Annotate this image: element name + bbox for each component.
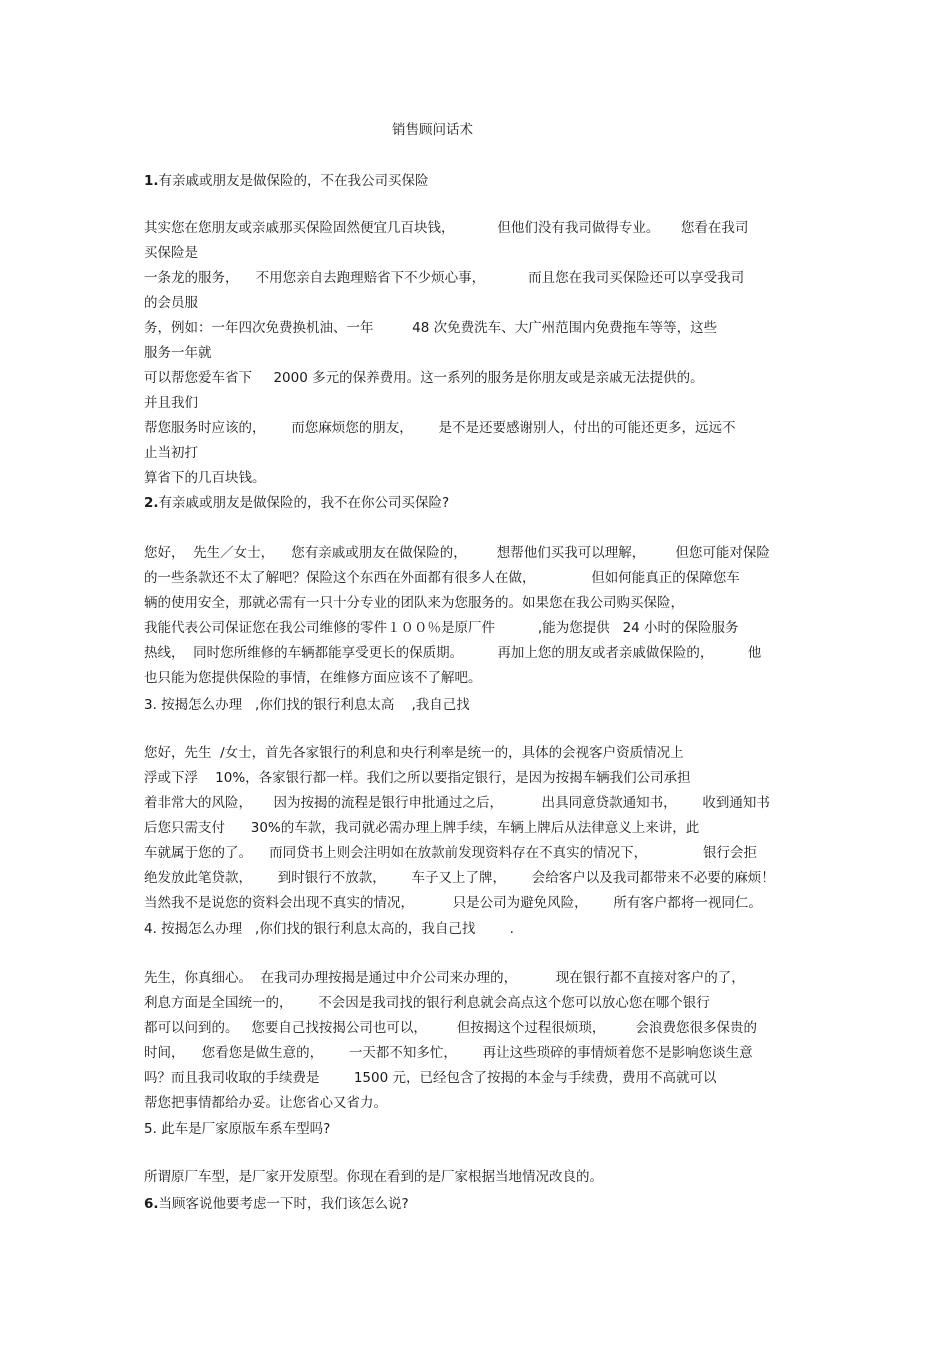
paragraph-line: 着非常大的风险， 因为按揭的流程是银行申批通过之后， 出具同意贷款通知书， 收到通知书: [144, 795, 770, 811]
paragraph-line: 帮您把事情都给办妥。让您省心又省力。: [144, 1095, 387, 1111]
paragraph-line: 辆的使用安全，那就必需有一只十分专业的团队来为您服务的。如果您在我公司购买保险，: [144, 595, 684, 611]
paragraph-line: 的一些条款还不太了解吧？保险这个东西在外面都有很多人在做， 但如何能真正的保障您车: [144, 570, 740, 586]
paragraph-line: 您好，先生 /女士，首先各家银行的利息和央行利率是统一的，具体的会视客户资质情况上: [144, 745, 684, 761]
paragraph-line: 一条龙的服务， 不用您亲自去跑理赔省下不少烦心事， 而且您在我司买保险还可以享受我司: [144, 270, 745, 286]
paragraph-line: 浮或下浮 10%，各家银行都一样。我们之所以要指定银行，是因为按揭车辆我们公司承担: [144, 770, 691, 786]
question-3: [144, 696, 470, 714]
paragraph-line: 车就属于您的了。 而同贷书上则会注明如在放款前发现资料存在不真实的情况下， 银行会拒: [144, 845, 757, 861]
question-text: 当顾客说他要考虑一下时，我们该怎么说?: [158, 1196, 409, 1212]
paragraph-line: 可以帮您爱车省下 2000 多元的保养费用。这一系列的服务是你朋友或是亲戚无法提供的。: [144, 370, 704, 386]
paragraph-line: 您好， 先生／女士， 您有亲戚或朋友在做保险的， 想帮他们买我可以理解， 但您可能对保险: [144, 545, 770, 561]
paragraph-line: 买保险是: [144, 245, 198, 261]
paragraph-line: 时间， 您看您是做生意的， 一天都不知多忙， 再让这些琐碎的事情烦着您不是影响您谈生意: [144, 1045, 753, 1061]
paragraph-line: 服务一年就: [144, 345, 212, 361]
paragraph-line: 务，例如：一年四次免费换机油、一年 48 次免费洗车、大广州范围内免费拖车等等，这些: [144, 320, 718, 336]
paragraph-line: 并且我们: [144, 395, 198, 411]
question-2: [144, 494, 449, 512]
paragraph-line: 也只能为您提供保险的事情，在维修方面应该不了解吧。: [144, 670, 482, 686]
question-number: 3.: [144, 697, 157, 713]
question-1: [144, 172, 429, 190]
paragraph-line: 当然我不是说您的资料会出现不真实的情况， 只是公司为避免风险， 所有客户都将一视同仁。: [144, 895, 762, 911]
paragraph-line: 都可以问到的。 您要自己找按揭公司也可以， 但按揭这个过程很烦琐， 会浪费您很多保贵的: [144, 1020, 757, 1036]
paragraph-line: 其实您在您朋友或亲戚那买保险固然便宜几百块钱， 但他们没有我司做得专业。 您看在我司: [144, 220, 749, 236]
question-text: 此车是厂家原版车系车型吗?: [156, 1121, 331, 1137]
paragraph-line: 的会员服: [144, 295, 198, 311]
paragraph-line: 帮您服务时应该的， 而您麻烦您的朋友， 是不是还要感谢别人，付出的可能还更多，远远不: [144, 420, 736, 436]
paragraph-line: 热线， 同时您所维修的车辆都能享受更长的保质期。 再加上您的朋友或者亲戚做保险的， 他: [144, 645, 762, 661]
question-number: 4.: [144, 921, 157, 937]
paragraph-line: 先生，你真细心。 在我司办理按揭是通过中介公司来办理的， 现在银行都不直接对客户的了，: [144, 970, 745, 986]
paragraph-line: 止当初打: [144, 445, 198, 461]
paragraph-line: 绝发放此笔贷款， 到时银行不放款， 车子又上了牌， 会给客户以及我司都带来不必要的麻烦！: [144, 870, 775, 886]
paragraph-line: 利息方面是全国统一的， 不会因是我司找的银行利息就会高点这个您可以放心您在哪个银行: [144, 995, 710, 1011]
question-text: 有亲戚或朋友是做保险的，我不在你公司买保险?: [158, 495, 450, 511]
question-4: [144, 920, 514, 938]
question-5: [144, 1120, 330, 1138]
paragraph-line: 所谓原厂车型，是厂家开发原型。你现在看到的是厂家根据当地情况改良的。: [144, 1169, 603, 1185]
question-number: 2.: [144, 495, 159, 511]
paragraph-line: 后您只需支付 30%的车款，我司就必需办理上牌手续，车辆上牌后从法律意义上来讲，此: [144, 820, 700, 836]
question-6: [144, 1195, 409, 1213]
question-number: 1.: [144, 173, 159, 189]
question-number: 5.: [144, 1121, 157, 1137]
page-title: 销售顾问话术: [392, 122, 473, 138]
question-number: 6.: [144, 1196, 159, 1212]
question-text: 有亲戚或朋友是做保险的，不在我公司买保险: [158, 173, 429, 189]
paragraph-line: 我能代表公司保证您在我公司维修的零件１００％是原厂件 ,能为您提供 24 小时的保险服务: [144, 620, 739, 636]
question-text: 按揭怎么办理 ,你们找的银行利息太高 ,我自己找: [156, 697, 470, 713]
paragraph-line: 算省下的几百块钱。: [144, 470, 266, 486]
question-text: 按揭怎么办理 ,你们找的银行利息太高的，我自己找 .: [156, 921, 514, 937]
paragraph-line: 吗？而且我司收取的手续费是 1500 元，已经包含了按揭的本金与手续费，费用不高就可以: [144, 1070, 717, 1086]
